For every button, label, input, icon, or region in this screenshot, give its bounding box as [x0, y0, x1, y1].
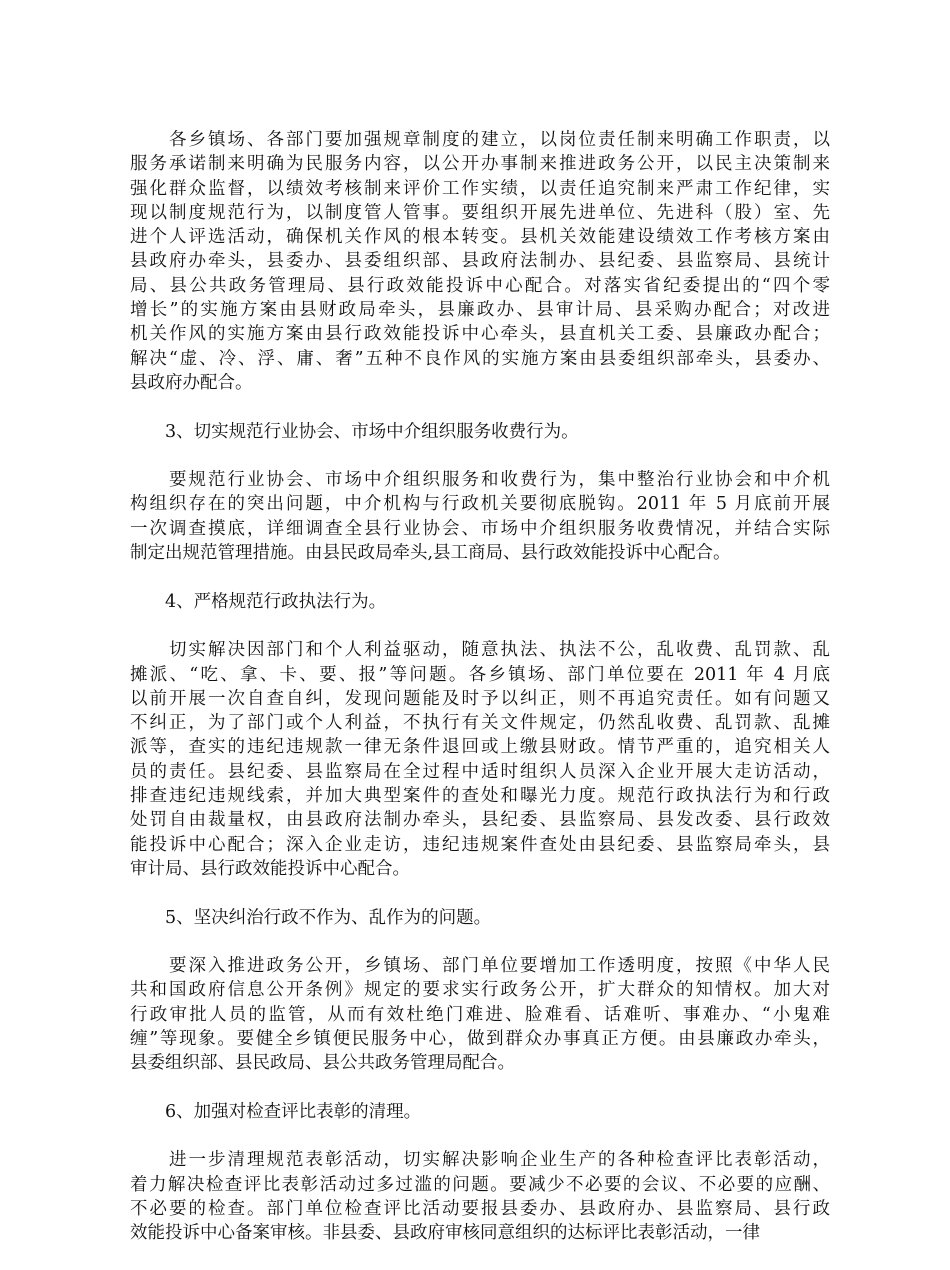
text-line: 增长”的实施方案由县财政局牵头，县廉政办、县审计局、县采购办配合；对改进 — [130, 300, 830, 321]
text-line: 排查违纪违规线索，并加大典型案件的查处和曝光力度。规范行政执法行为和行政 — [130, 786, 830, 807]
text-line: 进个人评选活动，确保机关作风的根本转变。县机关效能建设绩效工作考核方案由 — [130, 227, 830, 248]
section-heading: 6、加强对检查评比表彰的清理。 — [130, 1101, 422, 1122]
document-body — [130, 128, 830, 1270]
text-line: 处罚自由裁量权，由县政府法制办牵头，县纪委、县监察局、县发改委、县行政效 — [130, 810, 830, 831]
text-line: 机关作风的实施方案由县行政效能投诉中心牵头，县直机关工委、县廉政办配合； — [130, 324, 830, 345]
section-heading: 4、严格规范行政执法行为。 — [130, 591, 387, 612]
text-line: 制定出规范管理措施。由县民政局牵头,县工商局、县行政效能投诉中心配合。 — [130, 543, 731, 564]
text-line: 效能投诉中心备案审核。非县委、县政府审核同意组织的达标评比表彰活动，一律 — [130, 1223, 760, 1244]
text-line: 以前开展一次自查自纠，发现问题能及时予以纠正，则不再追究责任。如有问题又 — [130, 688, 830, 709]
text-line: 解决“虚、冷、浮、庸、奢”五种不良作风的实施方案由县委组织部牵头，县委办、 — [130, 348, 830, 369]
text-line: 县委组织部、县民政局、县公共政务管理局配合。 — [130, 1053, 515, 1074]
text-line: 县政府办配合。 — [130, 372, 253, 393]
text-line: 各乡镇场、各部门要加强规章制度的建立，以岗位责任制来明确工作职责，以 — [130, 130, 830, 150]
text-line: 一次调查摸底，详细调查全县行业协会、市场中介组织服务收费情况，并结合实际 — [130, 518, 830, 539]
text-line: 现以制度规范行为，以制度管人管事。要组织开展先进单位、先进科（股）室、先 — [130, 202, 830, 223]
section-heading: 5、坚决纠治行政不作为、乱作为的问题。 — [130, 907, 492, 928]
text-line: 不必要的检查。部门单位检查评比活动要报县委办、县政府办、县监察局、县行政 — [130, 1199, 830, 1220]
paragraph — [130, 638, 830, 881]
text-line: 不纠正，为了部门或个人利益，不执行有关文件规定，仍然乱收费、乱罚款、乱摊 — [130, 713, 830, 734]
text-line: 行政审批人员的监管，从而有效杜绝门难进、脸难看、话难听、事难办、“小鬼难 — [130, 1004, 830, 1025]
text-line: 服务承诺制来明确为民服务内容，以公开办事制来推进政务公开，以民主决策制来 — [130, 154, 830, 175]
text-line: 员的责任。县纪委、县监察局在全过程中适时组织人员深入企业开展大走访活动， — [130, 761, 830, 782]
text-line: 审计局、县行政效能投诉中心配合。 — [130, 858, 410, 879]
text-line: 要规范行业协会、市场中介组织服务和收费行为，集中整治行业协会和中介机 — [130, 470, 830, 491]
text-line: 要深入推进政务公开，乡镇场、部门单位要增加工作透明度，按照《中华人民 — [130, 956, 830, 977]
text-line: 着力解决检查评比表彰活动过多过滥的问题。要减少不必要的会议、不必要的应酬、 — [130, 1174, 830, 1195]
paragraph — [130, 1148, 830, 1245]
paragraph — [130, 954, 830, 1075]
text-line: 切实解决因部门和个人利益驱动，随意执法、执法不公，乱收费、乱罚款、乱 — [130, 640, 830, 661]
text-line: 缠”等现象。要健全乡镇便民服务中心，做到群众办事真正方便。由县廉政办牵头， — [130, 1028, 830, 1049]
text-line: 强化群众监督，以绩效考核制来评价工作实绩，以责任追究制来严肃工作纪律，实 — [130, 178, 830, 199]
paragraph — [130, 468, 830, 565]
text-line: 摊派、“吃、拿、卡、要、报”等问题。各乡镇场、部门单位要在 2011 年 4 月底 — [130, 664, 830, 685]
text-line: 能投诉中心配合；深入企业走访，违纪违规案件查处由县纪委、县监察局牵头，县 — [130, 834, 830, 855]
text-line: 局、县公共政务管理局、县行政效能投诉中心配合。对落实省纪委提出的“四个零 — [130, 275, 830, 296]
text-line: 构组织存在的突出问题，中介机构与行政机关要彻底脱钩。2011 年 5 月底前开展 — [130, 494, 830, 515]
text-line: 共和国政府信息公开条例》规定的要求实行政务公开，扩大群众的知情权。加大对 — [130, 980, 830, 1001]
text-line: 进一步清理规范表彰活动，切实解决影响企业生产的各种检查评比表彰活动， — [130, 1150, 830, 1171]
section-heading: 3、切实规范行业协会、市场中介组织服务收费行为。 — [130, 421, 579, 442]
paragraph — [130, 128, 830, 395]
text-line: 县政府办牵头，县委办、县委组织部、县政府法制办、县纪委、县监察局、县统计 — [130, 251, 830, 272]
text-line: 派等，查实的违纪违规款一律无条件退回或上缴县财政。情节严重的，追究相关人 — [130, 737, 830, 758]
